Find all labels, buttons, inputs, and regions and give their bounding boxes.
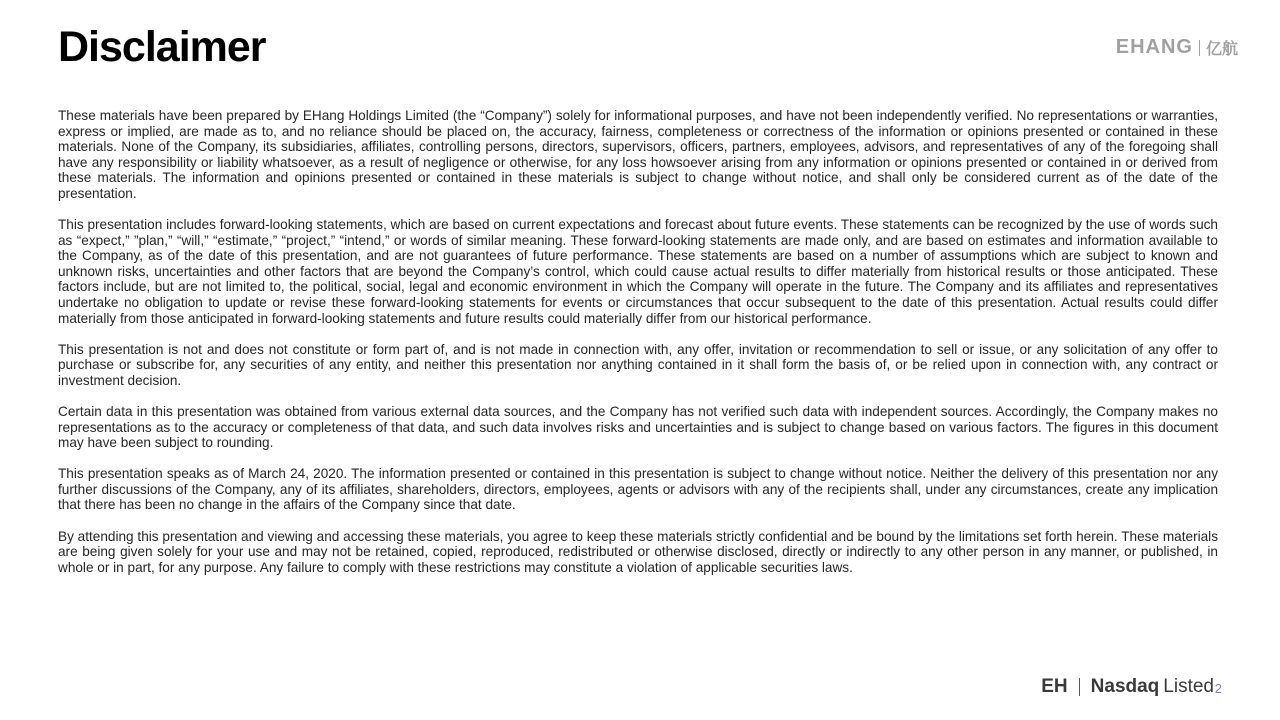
ehang-logo [1116, 36, 1238, 59]
footer-exchange: Nasdaq [1090, 676, 1160, 697]
logo-wordmark: EHANG [1115, 36, 1193, 58]
disclaimer-paragraph-external-data: Certain data in this presentation was obtained from various external data sources, and the Company has not verified such data with independent sources. Accordingly, the Company makes no representations as to the accuracy or completeness of that data, and such data involves risks and uncertainties and is subject to change based on various factors. The figures in this document may have been subject to rounding. [58, 404, 1218, 451]
footer-listed: Listed [1163, 676, 1214, 697]
page-number: 2 [1214, 681, 1222, 696]
disclaimer-paragraph-confidentiality: By attending this presentation and viewing and accessing these materials, you agree to keep these materials strictly confidential and be bound by the limitations set forth herein. These materials are being given solely for your use and may not be retained, copied, reproduced, redistributed or otherwise disclosed, directly or indirectly to any other person in any manner, or published, in whole or in part, for any purpose. Any failure to comply with these restrictions may constitute a violation of applicable securities laws. [58, 528, 1218, 575]
logo-divider [1199, 40, 1200, 56]
disclaimer-paragraph-forward-looking: This presentation includes forward-looking statements, which are based on current expectations and forecast about future events. These statements can be recognized by the use of words such as “expect,” ”plan,” “will,” “estimate,” “project,” “intend,” or words of similar meaning. These forward-looking statements are made only, and are based on estimates and information available to the Company, as of the date of this presentation, and are not guarantees of future performance. These statements are based on a number of assumptions which are subject to known and unknown risks, uncertainties and other factors that are beyond the Company’s control, which could cause actual results to differ materially from historical results or those anticipated. These factors include, but are not limited to, the political, social, legal and economic environment in which the Company will operate in the future. The Company and its affiliates and representatives undertake no obligation to update or revise these forward-looking statements for events or circumstances that occur subsequent to the date of this presentation. Actual results could differ materially from those anticipated in forward-looking statements and future results could materially differ from our historical performance. [58, 217, 1218, 326]
disclaimer-body [58, 108, 1218, 591]
listing-footer [1041, 676, 1214, 698]
disclaimer-paragraph-no-offer: This presentation is not and does not constitute or form part of, and is not made in connection with, any offer, invitation or recommendation to sell or issue, or any solicitation of any offer to purchase or subscribe for, any securities of any entity, and neither this presentation nor anything contained in it shall form the basis of, or be relied upon in connection with, any contract or investment decision. [58, 341, 1218, 388]
disclaimer-paragraph-purpose: These materials have been prepared by EHang Holdings Limited (the “Company”) solely for informational purposes, and have not been independently verified. No representations or warranties, express or implied, are made as to, and no reliance should be placed on, the accuracy, fairness, completeness or correctness of the information or opinions presented or contained in these materials. None of the Company, its subsidiaries, affiliates, controlling persons, directors, supervisors, officers, partners, employees, advisors, and representatives of any of the foregoing shall have any responsibility or liability whatsoever, as a result of negligence or otherwise, for any loss howsoever arising from any information or opinions presented or contained in or derived from these materials. The information and opinions presented or contained in these materials is subject to change without notice, and shall only be considered current as of the date of the presentation. [58, 108, 1218, 201]
disclaimer-paragraph-date: This presentation speaks as of March 24, 2020. The information presented or contained in this presentation is subject to change without notice. Neither the delivery of this presentation nor any further discussions of the Company, any of its affiliates, shareholders, directors, employees, agents or advisors with any of the recipients shall, under any circumstances, create any implication that there has been no change in the affairs of the Company since that date. [58, 466, 1218, 513]
footer-ticker: EH [1041, 676, 1068, 697]
page-title: Disclaimer [58, 23, 266, 71]
logo-chinese-text: 亿航 [1205, 39, 1238, 58]
footer-divider [1079, 678, 1080, 696]
